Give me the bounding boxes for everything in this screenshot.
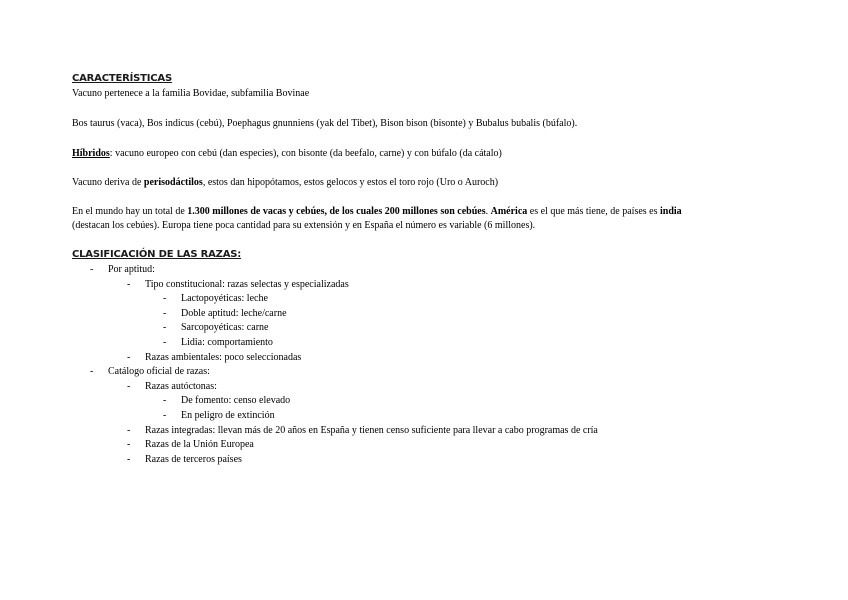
origin-bold: perisodáctilos [143,177,203,188]
list-item-level-2: Tipo constitucional: razas selectas y especializadas [145,279,349,290]
list-item-level-3: Doble aptitud: leche/carne [181,308,287,319]
bullet-dash: - [163,308,167,319]
world-text-c: es el que más tiene, de países es [527,206,660,217]
bullet-dash: - [90,366,94,377]
list-item-level-3: De fomento: censo elevado [181,395,291,406]
world-bold-2: América [490,206,528,217]
bullet-dash: - [163,395,167,406]
list-item-level-2: Razas de la Unión Europea [145,439,254,450]
bullet-dash: - [90,264,94,275]
list-item-level-2: Razas autóctonas: [145,381,217,392]
world-bold-1: 1.300 millones de vacas y cebúes, de los cuales 200 millones son cebúes [187,206,486,217]
list-item-level-2: Razas de terceros países [145,454,242,465]
bullet-dash: - [163,337,167,348]
list-item-level-2: Razas integradas: llevan más de 20 años en España y tienen censo suficiente para llevar a cabo programas de cría [145,425,598,436]
world-text-a: En el mundo hay un total de [72,206,188,217]
origin-text-b: , estos dan hipopótamos, estos gelocos y estos el toro rojo (Uro o Auroch) [202,177,499,188]
paragraph-hybrids [72,148,502,160]
hybrids-term: Híbridos [72,148,110,159]
list-item-level-3: Sarcopoyéticas: carne [181,322,269,333]
bullet-dash: - [127,425,131,436]
paragraph-world-line1 [72,206,682,218]
hybrids-text: : vacuno europeo con cebú (dan especies), con bisonte (da beefalo, carne) y con búfalo (da cátalo) [109,148,502,159]
list-item-level-3: En peligro de extinción [181,410,275,421]
list-item-level-2: Razas ambientales: poco seleccionadas [145,352,302,363]
origin-text-a: Vacuno deriva de [72,177,144,188]
characteristics-heading: CARACTERÍSTICAS [72,73,172,84]
world-bold-3: india [660,206,682,217]
bullet-dash: - [127,454,131,465]
bullet-dash: - [127,439,131,450]
list-item-level-1: Por aptitud: [108,264,155,275]
bullet-dash: - [163,410,167,421]
paragraph-world-line2: (destacan los cebúes). Europa tiene poca cantidad para su extensión y en España el número es variable (6 millones). [72,220,536,231]
paragraph-species: Bos taurus (vaca), Bos indicus (cebú), Poephagus gnunniens (yak del Tibet), Bison bison (bisonte) y Bubalus bubalis (búfalo). [72,118,578,129]
bullet-dash: - [127,279,131,290]
classification-heading: CLASIFICACIÓN DE LAS RAZAS: [72,249,242,260]
list-item-level-3: Lidia: comportamiento [181,337,273,348]
bullet-dash: - [127,352,131,363]
list-item-level-3: Lactopoyéticas: leche [181,293,268,304]
list-item-level-1: Catálogo oficial de razas: [108,366,210,377]
bullet-dash: - [127,381,131,392]
bullet-dash: - [163,322,167,333]
world-text-b: . [485,206,491,217]
bullet-dash: - [163,293,167,304]
paragraph-family: Vacuno pertenece a la familia Bovidae, subfamilia Bovinae [72,88,310,99]
paragraph-origin [72,177,498,189]
